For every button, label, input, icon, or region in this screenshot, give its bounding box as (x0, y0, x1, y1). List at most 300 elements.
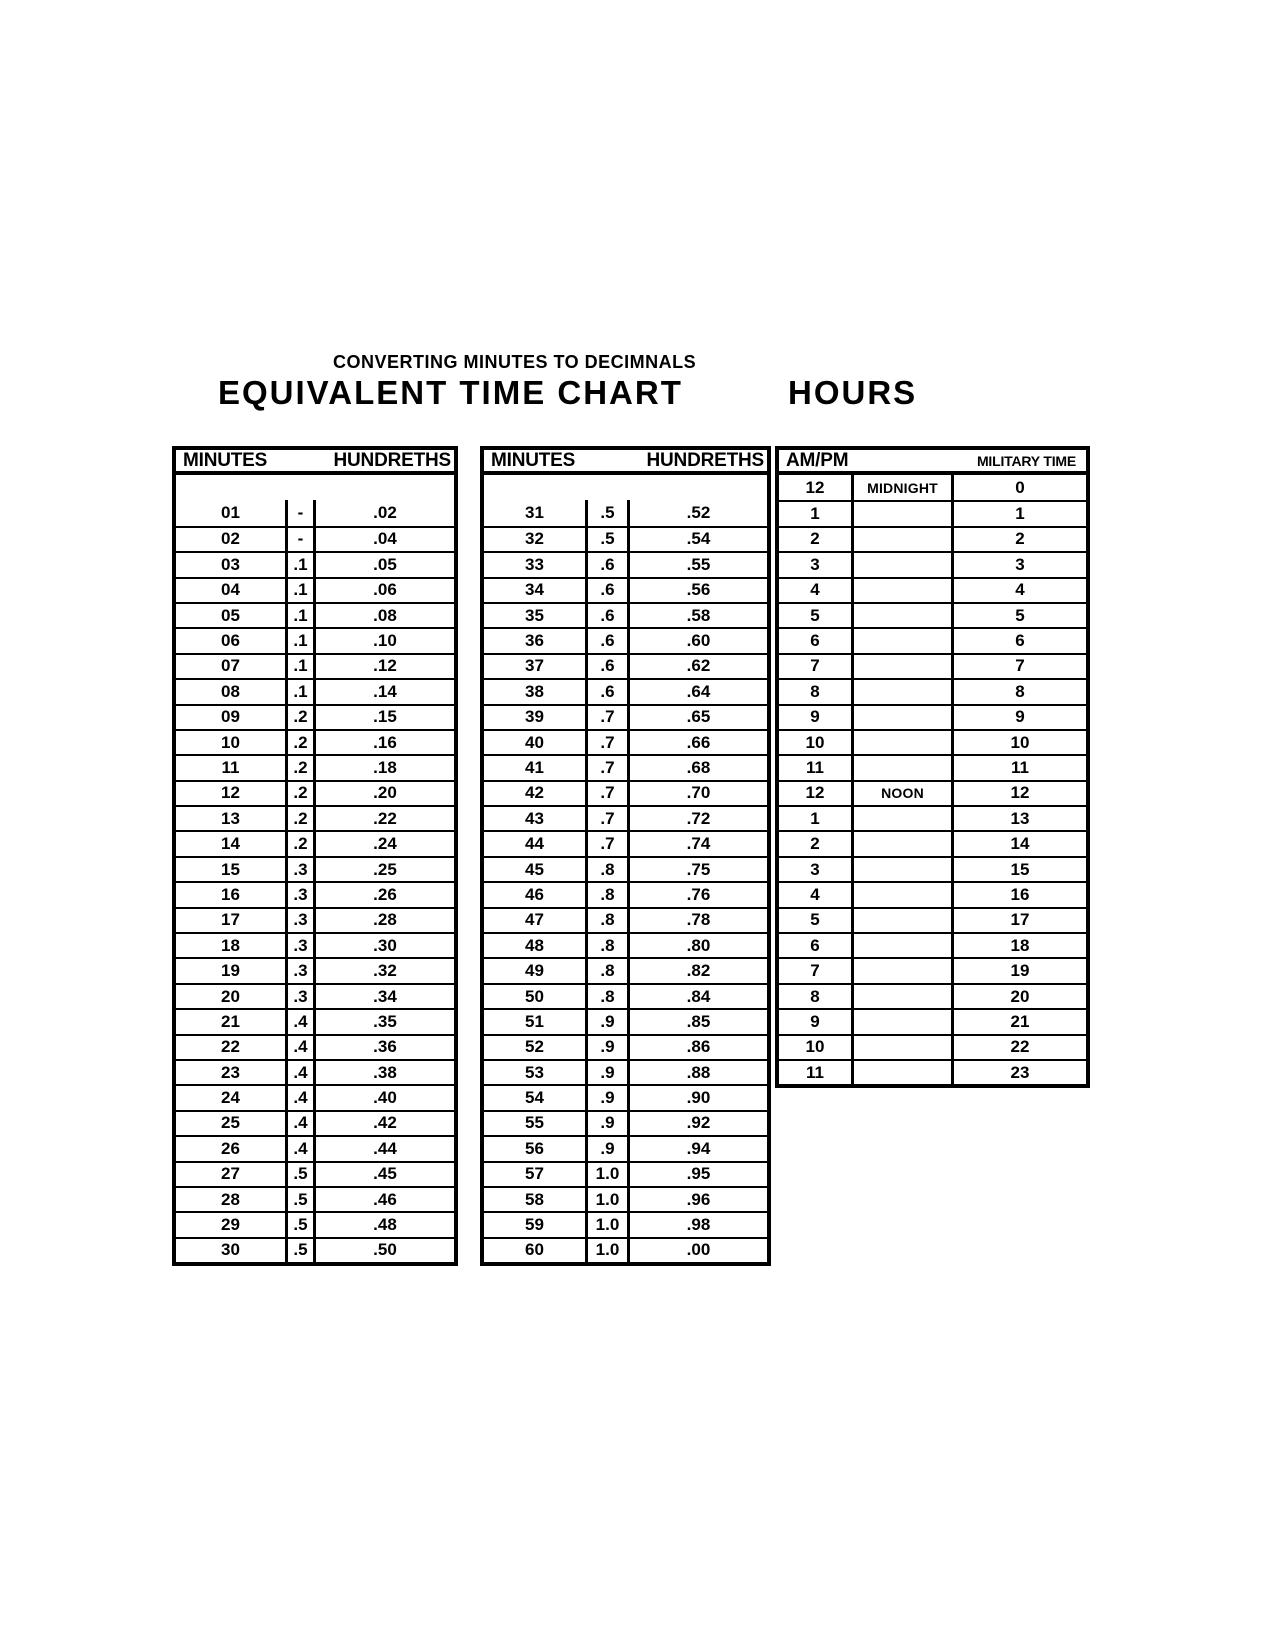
table-cell: .8 (585, 985, 627, 1008)
table-cell: 24 (221, 1088, 240, 1108)
table-cell (851, 604, 951, 627)
table-cell: 6 (810, 935, 820, 955)
table-cell: 10 (221, 732, 240, 752)
table-cell: 59 (525, 1215, 544, 1235)
table-cell: 7 (951, 655, 1086, 678)
table-cell: .7 (585, 832, 627, 855)
table-cell: 23 (221, 1062, 240, 1082)
table-cell: .14 (313, 680, 454, 703)
table-row (779, 907, 1086, 932)
table-cell: 48 (525, 935, 544, 955)
table-cell: 1.0 (585, 1188, 627, 1211)
table-cell: .28 (313, 909, 454, 932)
table-row (176, 754, 454, 779)
table-cell: .3 (285, 959, 313, 982)
table-row (484, 551, 767, 576)
table-cell: .50 (313, 1239, 454, 1262)
table-cell: 7 (810, 656, 820, 676)
table-cell: .60 (627, 629, 767, 652)
table-cell: 9 (951, 706, 1086, 729)
table-cell: 56 (525, 1138, 544, 1158)
table-cell: .24 (313, 832, 454, 855)
table-cell: .52 (627, 500, 767, 525)
table-cell: 44 (525, 834, 544, 854)
table-cell: 55 (525, 1113, 544, 1133)
table-cell: 3 (810, 554, 820, 574)
table-cell: .5 (285, 1213, 313, 1236)
table-row (484, 1211, 767, 1236)
table-row (484, 729, 767, 754)
table-cell: 4 (810, 884, 820, 904)
table-row (176, 932, 454, 957)
table-cell: 60 (525, 1240, 544, 1260)
blank-spacer-row (176, 475, 454, 500)
table-row (176, 627, 454, 652)
table-cell: 53 (525, 1062, 544, 1082)
table-cell: 4 (810, 580, 820, 600)
table-row (176, 678, 454, 703)
table-cell (851, 731, 951, 754)
table-row (779, 754, 1086, 779)
table-cell: .22 (313, 807, 454, 830)
table-row (484, 780, 767, 805)
minutes-table-left-header (172, 446, 458, 475)
table-cell (851, 1036, 951, 1059)
table-cell: .32 (313, 959, 454, 982)
table-row (779, 627, 1086, 652)
table-cell: .70 (627, 782, 767, 805)
table-cell: .4 (285, 1061, 313, 1084)
table-cell: - (285, 500, 313, 525)
table-row (484, 907, 767, 932)
table-cell: 03 (221, 554, 240, 574)
table-cell: .9 (585, 1010, 627, 1033)
table-cell: 9 (810, 707, 820, 727)
table-row (484, 1135, 767, 1160)
table-row (484, 957, 767, 982)
military-time-column-header: MILITARY TIME (976, 452, 1076, 469)
table-cell: 33 (525, 554, 544, 574)
table-cell: 2 (810, 529, 820, 549)
table-cell: 22 (951, 1036, 1086, 1059)
table-row (176, 780, 454, 805)
table-cell: .18 (313, 756, 454, 779)
table-cell: 06 (221, 631, 240, 651)
table-row (484, 805, 767, 830)
table-cell: .8 (585, 959, 627, 982)
table-cell: 30 (221, 1240, 240, 1260)
table-cell: 22 (221, 1037, 240, 1057)
table-cell: .2 (285, 832, 313, 855)
table-cell: .1 (285, 579, 313, 602)
table-cell: 5 (951, 604, 1086, 627)
table-cell: 43 (525, 808, 544, 828)
table-cell: 54 (525, 1088, 544, 1108)
table-cell: 6 (951, 629, 1086, 652)
table-cell: .4 (285, 1137, 313, 1160)
table-cell: .1 (285, 629, 313, 652)
table-cell: 2 (810, 834, 820, 854)
table-cell: .8 (585, 858, 627, 881)
blank-spacer-row (484, 475, 767, 500)
table-row (484, 526, 767, 551)
table-row (779, 678, 1086, 703)
table-cell: 8 (810, 986, 820, 1006)
table-cell (851, 883, 951, 906)
table-cell: 45 (525, 859, 544, 879)
table-cell: - (285, 528, 313, 551)
table-row (176, 1084, 454, 1109)
table-cell: 27 (221, 1164, 240, 1184)
table-cell: .9 (585, 1112, 627, 1135)
table-cell: .9 (585, 1036, 627, 1059)
table-row (176, 653, 454, 678)
table-cell: .48 (313, 1213, 454, 1236)
table-cell: .6 (585, 655, 627, 678)
table-cell: 21 (221, 1011, 240, 1031)
table-cell: .26 (313, 883, 454, 906)
table-cell: .5 (285, 1163, 313, 1186)
table-cell: 25 (221, 1113, 240, 1133)
table-cell: .00 (627, 1239, 767, 1262)
table-cell: .62 (627, 655, 767, 678)
table-cell: .9 (585, 1061, 627, 1084)
table-cell: .90 (627, 1086, 767, 1109)
table-cell: 34 (525, 580, 544, 600)
table-cell: 6 (810, 631, 820, 651)
table-cell: 11 (806, 1062, 824, 1082)
table-cell (851, 909, 951, 932)
table-cell: .66 (627, 731, 767, 754)
table-cell: .35 (313, 1010, 454, 1033)
table-cell: 16 (221, 884, 240, 904)
table-row (176, 551, 454, 576)
table-cell: .8 (585, 883, 627, 906)
table-cell: 16 (951, 883, 1086, 906)
table-cell: 21 (951, 1010, 1086, 1033)
table-row (176, 1135, 454, 1160)
table-cell: .2 (285, 706, 313, 729)
table-row (779, 957, 1086, 982)
table-cell: 11 (221, 757, 240, 777)
blank-cell (484, 475, 767, 500)
page-title: EQUIVALENT TIME CHART (218, 374, 683, 411)
table-cell: .54 (627, 528, 767, 551)
table-cell: .34 (313, 985, 454, 1008)
table-cell: .4 (285, 1010, 313, 1033)
table-cell: 0 (951, 475, 1086, 500)
table-cell: .12 (313, 655, 454, 678)
table-cell: 52 (525, 1037, 544, 1057)
table-cell: 15 (221, 859, 240, 879)
table-cell: 1.0 (585, 1213, 627, 1236)
table-row (779, 475, 1086, 500)
table-cell: .06 (313, 579, 454, 602)
table-row (779, 526, 1086, 551)
table-row (779, 805, 1086, 830)
table-cell: .4 (285, 1036, 313, 1059)
table-cell: 37 (525, 656, 544, 676)
table-cell: 18 (221, 935, 240, 955)
table-row (779, 983, 1086, 1008)
table-cell: 40 (525, 732, 544, 752)
table-cell: .4 (285, 1086, 313, 1109)
table-cell (851, 832, 951, 855)
table-cell: .5 (285, 1188, 313, 1211)
table-cell: .56 (627, 579, 767, 602)
table-row (484, 678, 767, 703)
table-row (484, 602, 767, 627)
minutes-table-right-body (480, 475, 771, 1266)
table-row (779, 653, 1086, 678)
table-cell: .1 (285, 655, 313, 678)
table-cell: .74 (627, 832, 767, 855)
table-row (779, 577, 1086, 602)
table-cell: 19 (221, 961, 240, 981)
table-row (176, 1161, 454, 1186)
minutes-column-header: MINUTES (183, 449, 268, 471)
ampm-column-header: AM/PM (786, 449, 849, 471)
table-cell: 15 (951, 858, 1086, 881)
table-cell (851, 1061, 951, 1084)
table-row (484, 754, 767, 779)
table-cell: .92 (627, 1112, 767, 1135)
table-cell: .45 (313, 1163, 454, 1186)
table-cell: .58 (627, 604, 767, 627)
table-cell: .6 (585, 680, 627, 703)
table-cell: 12 (805, 783, 825, 803)
table-cell: .2 (285, 731, 313, 754)
table-cell: .05 (313, 553, 454, 576)
table-cell: 51 (525, 1011, 544, 1031)
table-cell: .7 (585, 731, 627, 754)
table-cell: .1 (285, 604, 313, 627)
table-cell: 20 (221, 986, 240, 1006)
table-cell: .94 (627, 1137, 767, 1160)
table-cell: 11 (951, 756, 1086, 779)
table-row (484, 1084, 767, 1109)
table-cell: 35 (525, 605, 544, 625)
table-cell: .3 (285, 985, 313, 1008)
table-cell: .46 (313, 1188, 454, 1211)
table-row (176, 1059, 454, 1084)
table-cell: .96 (627, 1188, 767, 1211)
table-row (176, 500, 454, 525)
table-row (779, 780, 1086, 805)
table-cell: .64 (627, 680, 767, 703)
table-row (779, 830, 1086, 855)
table-cell: 14 (221, 834, 240, 854)
table-row (484, 881, 767, 906)
table-cell (851, 680, 951, 703)
table-row (176, 856, 454, 881)
table-cell: .7 (585, 756, 627, 779)
table-cell: 8 (810, 681, 820, 701)
table-cell: .3 (285, 883, 313, 906)
table-row (176, 1008, 454, 1033)
table-cell (851, 655, 951, 678)
table-cell: 09 (221, 707, 240, 727)
table-row (779, 704, 1086, 729)
table-cell: .15 (313, 706, 454, 729)
table-cell: .7 (585, 807, 627, 830)
table-cell: 12 (805, 477, 825, 497)
table-cell: .02 (313, 500, 454, 525)
table-cell: MIDNIGHT (851, 475, 951, 500)
table-cell: .95 (627, 1163, 767, 1186)
table-row (779, 856, 1086, 881)
table-cell: .68 (627, 756, 767, 779)
table-row (176, 526, 454, 551)
table-row (484, 1008, 767, 1033)
table-cell: .2 (285, 782, 313, 805)
table-cell: 46 (525, 884, 544, 904)
table-cell: 3 (810, 859, 820, 879)
table-cell: .38 (313, 1061, 454, 1084)
table-cell: NOON (851, 782, 951, 805)
table-cell (851, 629, 951, 652)
table-cell: 42 (525, 783, 544, 803)
table-cell: 49 (525, 961, 544, 981)
table-cell: .1 (285, 680, 313, 703)
table-cell (851, 959, 951, 982)
table-cell: .3 (285, 934, 313, 957)
table-row (484, 653, 767, 678)
table-row (484, 1161, 767, 1186)
table-cell: .9 (585, 1137, 627, 1160)
table-cell (851, 858, 951, 881)
table-row (484, 1110, 767, 1135)
table-cell: .08 (313, 604, 454, 627)
table-cell: 2 (951, 528, 1086, 551)
table-cell: 23 (951, 1061, 1086, 1084)
table-row (176, 907, 454, 932)
table-cell (851, 756, 951, 779)
table-cell: .2 (285, 756, 313, 779)
table-row (176, 1034, 454, 1059)
table-cell: .3 (285, 909, 313, 932)
table-cell: .30 (313, 934, 454, 957)
table-cell: .7 (585, 782, 627, 805)
table-cell: .6 (585, 553, 627, 576)
table-cell: .6 (585, 604, 627, 627)
table-row (484, 1034, 767, 1059)
table-cell: .16 (313, 731, 454, 754)
table-cell: 13 (221, 808, 240, 828)
table-cell: 10 (951, 731, 1086, 754)
table-cell: 17 (221, 910, 240, 930)
table-row (484, 1186, 767, 1211)
table-cell: .78 (627, 909, 767, 932)
table-cell: 07 (221, 656, 240, 676)
table-cell: 57 (525, 1164, 544, 1184)
table-cell: .5 (585, 528, 627, 551)
table-cell: 38 (525, 681, 544, 701)
table-cell: 18 (951, 934, 1086, 957)
table-cell: .3 (285, 858, 313, 881)
table-row (176, 983, 454, 1008)
table-cell: .7 (585, 706, 627, 729)
table-row (779, 1034, 1086, 1059)
table-row (176, 1211, 454, 1236)
table-row (779, 602, 1086, 627)
hours-section-title: HOURS (788, 374, 918, 411)
table-cell: 58 (525, 1189, 544, 1209)
table-cell: 28 (221, 1189, 240, 1209)
table-cell: 3 (951, 553, 1086, 576)
table-cell: 1 (810, 808, 820, 828)
table-cell: .20 (313, 782, 454, 805)
table-cell: 7 (810, 961, 820, 981)
table-cell: .88 (627, 1061, 767, 1084)
table-cell: 11 (806, 757, 824, 777)
table-row (176, 602, 454, 627)
table-cell: 1 (951, 502, 1086, 525)
hundreths-column-header: HUNDRETHS (333, 449, 451, 471)
table-cell: 14 (951, 832, 1086, 855)
table-cell: 32 (525, 529, 544, 549)
table-cell: .65 (627, 706, 767, 729)
table-row (176, 881, 454, 906)
table-cell: .5 (585, 500, 627, 525)
minutes-table-left-body (172, 475, 458, 1266)
table-row (176, 1237, 454, 1262)
table-cell: 19 (951, 959, 1086, 982)
hours-table (775, 446, 1090, 1088)
table-cell (851, 934, 951, 957)
table-cell (851, 528, 951, 551)
table-cell: .36 (313, 1036, 454, 1059)
table-cell: .84 (627, 985, 767, 1008)
table-cell: 01 (221, 503, 240, 523)
table-cell: .42 (313, 1112, 454, 1135)
table-cell: 9 (810, 1011, 820, 1031)
table-cell: .1 (285, 553, 313, 576)
table-row (779, 932, 1086, 957)
table-cell: 1.0 (585, 1163, 627, 1186)
table-cell: .2 (285, 807, 313, 830)
table-row (779, 881, 1086, 906)
table-cell: 13 (951, 807, 1086, 830)
hours-table-header (775, 446, 1090, 475)
table-cell (851, 579, 951, 602)
table-cell: .75 (627, 858, 767, 881)
table-cell: .98 (627, 1213, 767, 1236)
table-cell: 36 (525, 631, 544, 651)
minutes-table-right (480, 446, 771, 1266)
table-cell: 41 (525, 757, 544, 777)
table-row (176, 704, 454, 729)
table-cell (851, 706, 951, 729)
table-cell (851, 985, 951, 1008)
table-cell: 1.0 (585, 1239, 627, 1262)
table-row (484, 627, 767, 652)
table-cell (851, 553, 951, 576)
table-cell: .8 (585, 909, 627, 932)
table-cell: 10 (805, 1037, 825, 1057)
table-cell: 8 (951, 680, 1086, 703)
hours-table-body (775, 475, 1090, 1088)
table-row (484, 830, 767, 855)
table-row (176, 830, 454, 855)
table-cell: 1 (810, 504, 820, 524)
table-cell: 02 (221, 529, 240, 549)
minutes-column-header: MINUTES (491, 449, 576, 471)
table-cell: 47 (525, 910, 544, 930)
table-cell: 39 (525, 707, 544, 727)
table-cell: .72 (627, 807, 767, 830)
table-row (779, 1008, 1086, 1033)
